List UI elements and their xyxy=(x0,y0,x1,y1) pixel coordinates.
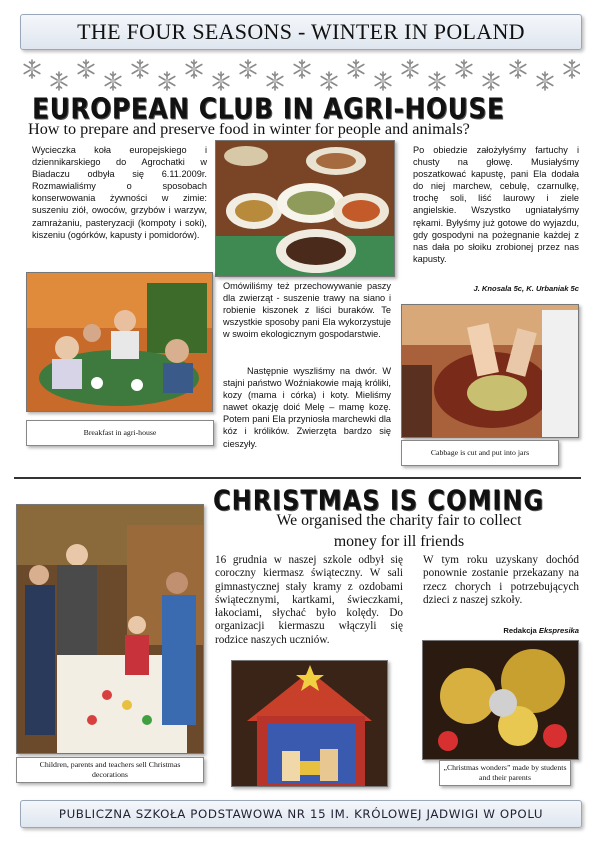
caption-breakfast: Breakfast in agri-house xyxy=(26,420,214,446)
snowflake-icon xyxy=(321,72,337,90)
snowflake-icon xyxy=(105,72,121,90)
snowflake-icon xyxy=(429,72,445,90)
caption-fair-text: Children, parents and teachers sell Christmas decorations xyxy=(39,760,181,779)
snowflake-icon xyxy=(294,60,310,78)
snowflake-icon xyxy=(186,60,202,78)
section-divider xyxy=(14,477,581,479)
snowflake-icon xyxy=(240,60,256,78)
snowflake-icon xyxy=(537,72,553,90)
school-name: PUBLICZNA SZKOŁA PODSTAWOWA NR 15 IM. KRÓLOWEJ JADWIGI W OPOLU xyxy=(58,807,544,821)
school-footer xyxy=(20,800,582,828)
article1-column-2-p2: Następnie wyszliśmy na dwór. W stajni państwo Woźniakowie mają króliki, kozy (mama i córka) i koty. Mieliśmy nawet okazję doić Melę – mamę kozę. Potem pani Ela przyniosła marchewki dla kóz i królików. Zwierzęta bardzo się cieszyły. xyxy=(223,366,391,449)
breakfast-photo xyxy=(26,272,213,412)
snowflake-icon xyxy=(159,72,175,90)
article1-column-3: Po obiedzie założyłyśmy fartuchy i chusty na głowę. Musiałyśmy poszatkować kapustę, pani Ela dodała do niej marchew, cebulę, czarnulkę, trochę soli, liść laurowy i ziele angielskie. Wszystko ugniatałyśmy rękami. Byłyśmy już gotowe do wyjazdu, gdy gospodyni na pożegnanie każdej z nas dała po słoiku zrobionej przez nas kapusty. xyxy=(413,145,579,264)
article2-signature xyxy=(423,626,579,635)
snowflake-icon xyxy=(51,72,67,90)
article1-signature: J. Knosala 5c, K. Urbaniak 5c xyxy=(473,284,579,293)
article1-column-1: Wycieczka koła europejskiego i dziennikarskiego do Agrochatki w Biadaczu odbyła się 6.11.2009r. Rozmawialiśmy o sposobach konserwowania żywności w zimie: suszeniu ziół, owoców, grzybów i warzyw, zamrażaniu, pasteryzacji (kompoty i soki), kiszeniu (ogórków, kapusty i pomidorów). xyxy=(32,145,207,240)
snowflake-icon xyxy=(78,60,94,78)
snowflake-icon xyxy=(24,60,40,78)
snowflake-icon xyxy=(510,60,526,78)
page-title: THE FOUR SEASONS - WINTER IN POLAND xyxy=(77,19,525,44)
article2-signature-name: Ekspresika xyxy=(538,626,579,635)
article2-headline: CHRISTMAS IS COMING xyxy=(213,484,545,517)
article2-signature-prefix: Redakcja xyxy=(503,626,537,635)
snowflake-icon xyxy=(564,60,580,78)
food-photo xyxy=(215,140,395,277)
snowflake-icon xyxy=(348,60,364,78)
snowflake-icon xyxy=(213,72,229,90)
page-header-banner xyxy=(20,14,582,50)
straw-decoration-photo xyxy=(422,640,579,760)
article2-subtitle-line1: We organised the charity fair to collect xyxy=(276,512,522,529)
snowflake-icon xyxy=(456,60,472,78)
snowflake-icon xyxy=(267,72,283,90)
caption-fair xyxy=(16,757,204,783)
article1-column-2-p1: Omówiliśmy też przechowywanie paszy dla zwierząt - suszenie trawy na siano i robienie kiszonek z liści buraków. Te wszystkie sposoby pani Ela wykorzystuje w swoim ekologicznym gospodarstwie. xyxy=(223,281,391,340)
snowflake-icon xyxy=(402,60,418,78)
article2-column-1: 16 grudnia w naszej szkole odbył się coroczny kiermasz świąteczny. W sali gimnastycznej stały kramy z ozdobami świątecznymi, kartkami, świeczkami, łakociami, słychać było kolędy. Do organizacji kiermaszu włączyli się rodzice naszych uczniów. xyxy=(215,554,403,646)
article1-subtitle: How to prepare and preserve food in winter for people and animals? xyxy=(28,120,470,138)
snowflake-border xyxy=(20,55,580,95)
caption-wonders: „Christmas wonders” made by students and their parents xyxy=(439,760,571,786)
nativity-photo xyxy=(231,660,388,787)
fair-photo xyxy=(16,504,204,754)
caption-cabbage: Cabbage is cut and put into jars xyxy=(401,440,559,466)
snowflake-icon xyxy=(483,72,499,90)
snowflake-icon xyxy=(132,60,148,78)
article2-column-2: W tym roku uzyskany dochód ponownie zostanie przekazany na rzecz chorych i potrzebujących dzieci z naszej szkoły. xyxy=(423,554,579,606)
snowflake-icon xyxy=(375,72,391,90)
article2-subtitle-line2: money for ill friends xyxy=(333,533,465,550)
article1-headline: EUROPEAN CLUB IN AGRI-HOUSE xyxy=(32,92,505,126)
cabbage-photo xyxy=(401,304,579,438)
